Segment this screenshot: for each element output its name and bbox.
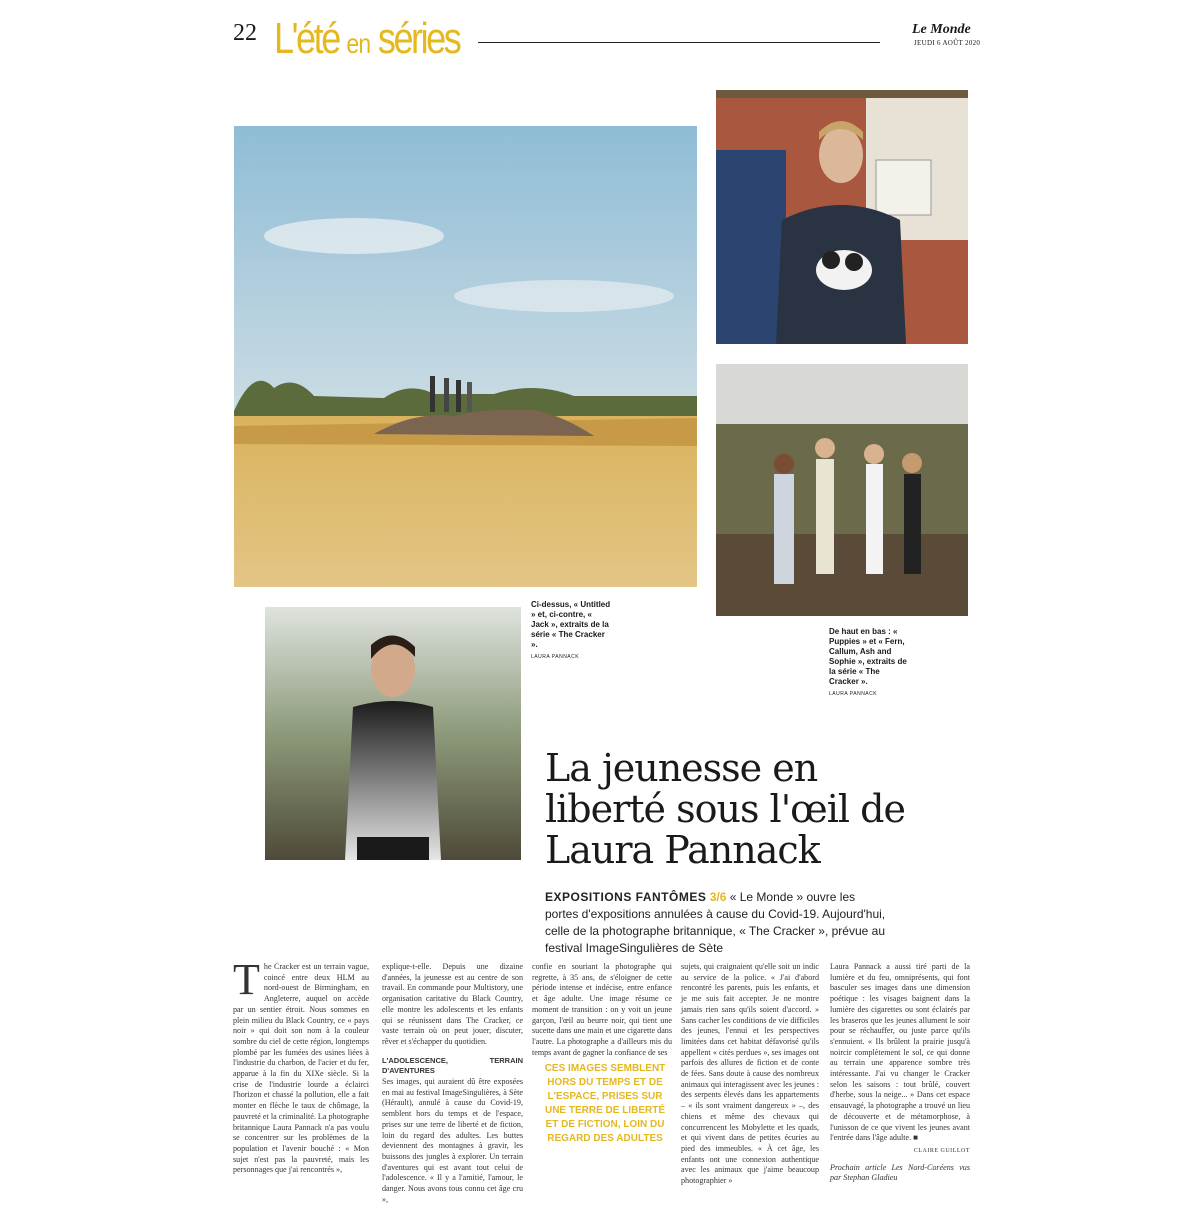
article-title: La jeunesse en liberté sous l'œil de Laura Pannack bbox=[545, 746, 905, 872]
photo-jack bbox=[265, 607, 521, 860]
newspaper-logo: Le Monde bbox=[912, 22, 971, 37]
article-column-4 bbox=[681, 962, 820, 1186]
article-column-5 bbox=[830, 962, 970, 1183]
photo-puppies bbox=[716, 90, 968, 344]
photo-untitled-field bbox=[234, 126, 697, 587]
caption-right-credit: LAURA PANNACK bbox=[829, 691, 878, 697]
header-rule bbox=[478, 42, 880, 43]
photo-group-teens bbox=[716, 364, 968, 616]
author: CLAIRE GUILLOT bbox=[913, 1147, 970, 1154]
column-4-text: sujets, qui craignaient qu'elle soit un indic au service de la police. « J'ai d'abord rencontré les parents, puis les enfants, et je me suis fait accepter. Je ne montre jamais rien sans qu'ils soient d'accord. » Sans cacher les conditions de vie difficiles des jeunes, l'ennui et les perspectives limitées dans cet habitat défavorisé qu'ils appellent « cités perdues », ses images ont parfois des allures de fiction et de conte de fées. Sans doute à cause des nombreux animaux qui interagissent avec les jeunes : des serpents élevés dans les appartements – « ils sont vraiment dangereux » –, des chiens et même des chevaux qui concurrencent les Mobylette et les quads, et qui vivent dans de petites écuries au pied des immeubles. « À cet âge, les enfants ont une connexion authentique avec les animaux que j'aime beaucoup photographier » bbox=[681, 962, 820, 1186]
kicker-number: 3/6 bbox=[709, 890, 727, 904]
column-2-text-b: Ses images, qui auraient dû être exposées en mai au festival ImageSingulières, à Sète (Hérault), annulé à cause du Covid-19, semblent hors du temps et de l'espace, prises sur une terre de liberté et de fiction, loin du regard des adultes. Les buttes deviennent des montagnes à gravir, les buissons des jungles à explorer. Un terrain d'aventures qui est avant tout celui de l'adolescence. « Il y a l'amitié, l'amour, le danger. Nous avons tous connu cet âge cru », bbox=[382, 1077, 523, 1204]
publication-date: JEUDI 6 AOÛT 2020 bbox=[914, 39, 981, 47]
caption-right bbox=[829, 627, 909, 699]
section-title bbox=[274, 14, 459, 64]
article-column-2 bbox=[382, 962, 523, 1204]
column-5-text: Laura Pannack a aussi tiré parti de la lumière et du feu, omniprésents, qui font basculer ses images dans une dimension poétique : les visages baignent dans la lumière des cigarettes ou sont éclairés par les braseros que les jeunes allument le soir pour se réchauffer, ou juste parce qu'ils s'ennuient. « Ils brûlent la prairie jusqu'à noircir complètement le sol, ce qui donne au terrain une apparence sombre très intéressante. J'ai vu changer le Cracker selon les saisons : tout brûlé, couvert d'herbe, sous la neige... » Dans cet espace ensauvagé, la photographe a trouvé un lieu de découverte et de métamorphose, à l'unisson de ce que vivent les jeunes avant l'entrée dans l'âge adulte. ■ bbox=[830, 962, 970, 1143]
section-title-end: séries bbox=[377, 14, 460, 63]
next-article: Prochain article Les Nord-Coréens vus par Stephan Gladieu bbox=[830, 1162, 970, 1183]
article-column-3 bbox=[532, 962, 672, 1057]
subheading: L'ADOLESCENCE, TERRAIN D'AVENTURES bbox=[382, 1055, 523, 1076]
article-column-1 bbox=[233, 955, 369, 1175]
drop-cap: T bbox=[233, 955, 260, 1004]
column-1-text: he Cracker est un terrain vague, coincé entre deux HLM au nord-ouest de Birmingham, en Angleterre, auquel on accède par un sentier étroit. Nous sommes en plein milieu du Black Country, ce « pays noir » qui doit son nom à la couleur sombre du ciel de cette région, longtemps plombé par les fumées des usines liées à l'industrie du charbon, de l'acier et du fer, apparue à la fin du XIXe siècle. Si la crise de l'industrie lourde a éclairci l'horizon et chassé la pollution, elle a fait monter en flèche le taux de chômage, la pauvreté et la criminalité. La photographe britannique Laura Pannack n'a pas voulu se concentrer sur les problèmes de la population et l'avenir bouché : « Mon sujet n'est pas la pauvreté, mais les personnages que j'ai rencontrés », bbox=[233, 962, 369, 1175]
kicker: EXPOSITIONS FANTÔMES bbox=[545, 890, 707, 904]
column-3-text: confie en souriant la photographe qui regrette, à 35 ans, de s'éloigner de cette période intense et indécise, entre enfance et âge adulte. Une image résume ce moment de transition : on y voit un jeune garçon, l'œil au beurre noir, qui tient une sucette dans une main et une cigarette dans l'autre. La photographe a d'ailleurs mis du temps avant de gagner la confiance de ses bbox=[532, 962, 672, 1057]
page-number: 22 bbox=[233, 20, 257, 46]
standfirst bbox=[545, 889, 890, 957]
section-title-en: en bbox=[346, 28, 371, 59]
section-title-main: L'été bbox=[274, 14, 339, 63]
caption-left-credit: LAURA PANNACK bbox=[531, 654, 580, 660]
caption-left-text: Ci-dessus, « Untitled » et, ci-contre, « Jack », extraits de la série « The Cracker ». bbox=[531, 600, 611, 649]
caption-left bbox=[531, 600, 611, 662]
column-2-text-a: explique-t-elle. Depuis une dizaine d'années, la jeunesse est au centre de son travail. En commande pour Multistory, une organisation caritative du Black Country, elle montre les adolescents et les enfants qui se réunissent dans The Cracker, ce vaste terrain où on peut jouer, discuter, rêver et s'échapper du quotidien. bbox=[382, 962, 523, 1046]
caption-right-text: De haut en bas : « Puppies » et « Fern, Callum, Ash and Sophie », extraits de la série « The Cracker ». bbox=[829, 627, 907, 686]
standfirst-text: « Le Monde » ouvre les portes d'expositions annulées à cause du Covid-19. Aujourd'hui, celle de la photographe britannique, « The Cracker », prévue au festival ImageSingulières de Sète bbox=[545, 890, 886, 955]
pull-quote: CES IMAGES SEMBLENT HORS DU TEMPS ET DE L'ESPACE, PRISES SUR UNE TERRE DE LIBERTÉ ET DE FICTION, LOIN DU REGARD DES ADULTES bbox=[544, 1063, 666, 1144]
